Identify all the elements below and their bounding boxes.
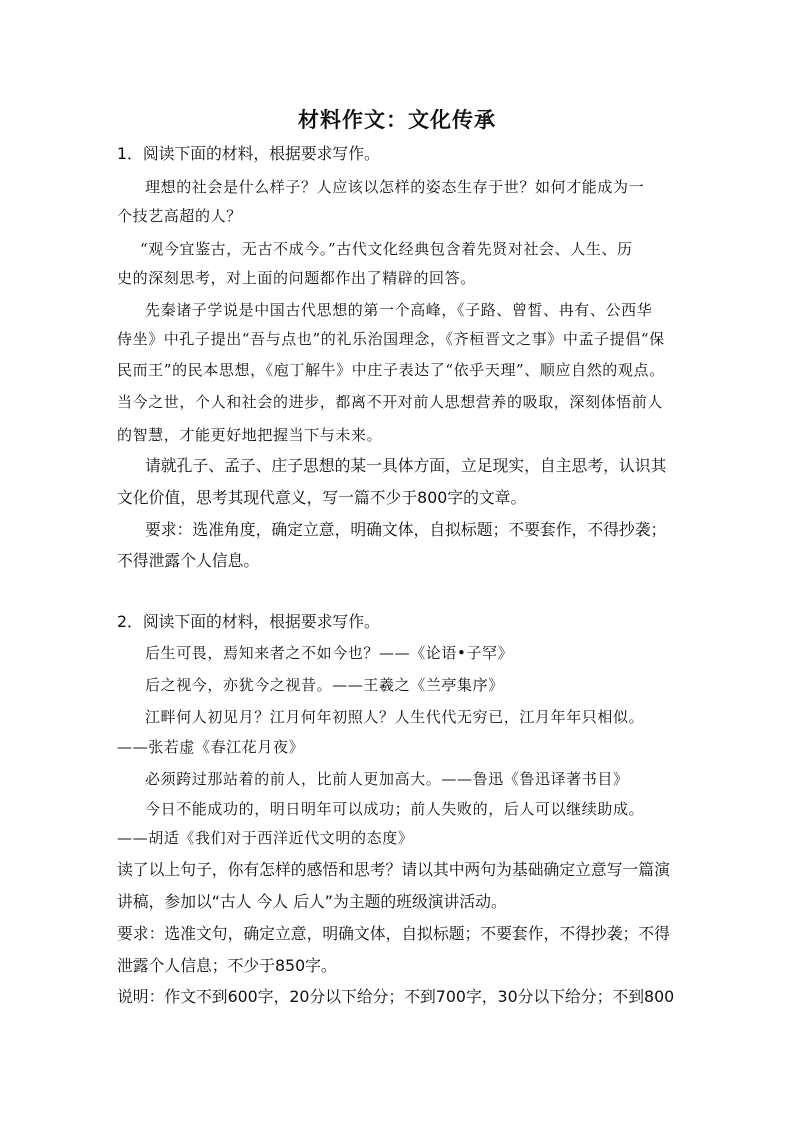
q1-line: 史的深刻思考，对上面的问题都作出了精辟的回答。 xyxy=(117,269,476,287)
q1-line: 侍坐》中孔子提出“吾与点也”的礼乐治国理念，《齐桓晋文之事》中孟子提倡“保 xyxy=(117,330,665,348)
q1-line: 个技艺高超的人？ xyxy=(117,207,242,225)
q2-note-line: 说明：作文不到600字，20分以下给分；不到700字，30分以下给分；不到800 xyxy=(117,987,675,1006)
q2-task-line: 讲稿，参加以“古人 今人 后人”为主题的班级演讲活动。 xyxy=(117,892,507,911)
q2-quote-source: ——胡适《我们对于西洋近代文明的态度》 xyxy=(117,829,414,847)
q1-line: 当今之世，个人和社会的进步，都离不开对前人思想营养的吸取，深刻体悟前人 xyxy=(117,393,664,411)
q1-line: 理想的社会是什么样子？人应该以怎样的姿态生存于世？如何才能成为一 xyxy=(145,178,645,196)
q2-quote-source: ——张若虚《春江花月夜》 xyxy=(117,738,305,756)
q2-quote: 江畔何人初见月？江月何年初照人？人生代代无穷已，江月年年只相似。 xyxy=(145,708,645,726)
document-title: 材料作文：文化传承 xyxy=(298,108,496,132)
q1-requirement-line: 要求：选准角度，确定立意，明确文体，自拟标题；不要套作，不得抄袭； xyxy=(145,520,667,539)
q2-requirement-line: 泄露个人信息；不少于850字。 xyxy=(117,956,337,975)
q2-task-line: 读了以上句子，你有怎样的感悟和思考？请以其中两句为基础确定立意写一篇演 xyxy=(117,860,670,879)
q1-line: “观今宜鉴古，无古不成今。”古代文化经典包含着先贤对社会、人生、历 xyxy=(140,240,633,258)
q2-quote: 后之视今，亦犹今之视昔。——王羲之《兰亭集序》 xyxy=(145,676,504,694)
q2-heading: 2．阅读下面的材料，根据要求写作。 xyxy=(117,612,380,631)
q1-task-line: 请就孔子、孟子、庄子思想的某一具体方面，立足现实，自主思考，认识其 xyxy=(145,456,667,475)
q1-line: 民而王”的民本思想，《庖丁解牛》中庄子表达了“依乎天理”、顺应自然的观点。 xyxy=(117,361,665,379)
q1-heading: 1．阅读下面的材料，根据要求写作。 xyxy=(117,144,380,163)
q1-task-line: 文化价值，思考其现代意义，写一篇不少于800字的文章。 xyxy=(117,488,527,507)
q1-requirement-line: 不得泄露个人信息。 xyxy=(117,551,260,570)
q2-quote: 后生可畏，焉知来者之不如今也？——《论语•子罕》 xyxy=(145,644,514,662)
q2-quote: 必须跨过那站着的前人，比前人更加高大。——鲁迅《鲁迅译著书目》 xyxy=(145,770,629,788)
q1-line: 的智慧，才能更好地把握当下与未来。 xyxy=(117,426,383,444)
q1-line: 先秦诸子学说是中国古代思想的第一个高峰，《子路、曾皙、冉有、公西华 xyxy=(145,301,653,319)
q2-quote: 今日不能成功的，明日明年可以成功；前人失败的，后人可以继续助成。 xyxy=(145,800,645,818)
q2-requirement-line: 要求：选准文句，确定立意，明确文体，自拟标题；不要套作，不得抄袭；不得 xyxy=(117,924,670,943)
